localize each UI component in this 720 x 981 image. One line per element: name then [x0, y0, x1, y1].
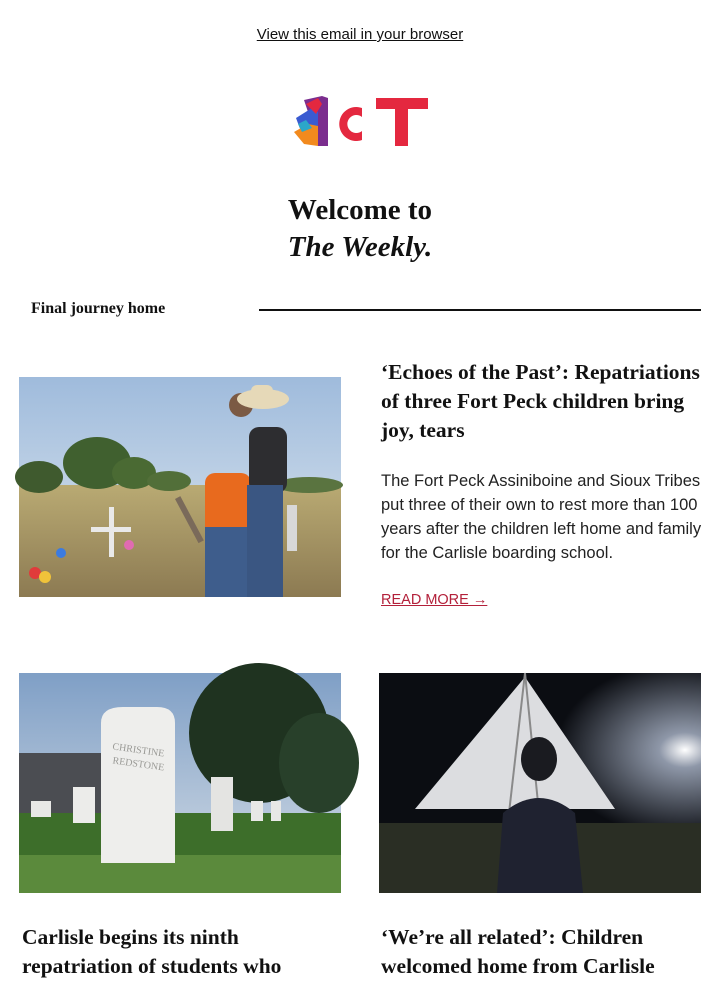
ict-logo-graphic: [292, 94, 432, 150]
headstone-name-text: CHRISTINE: [111, 741, 165, 760]
section-label: Final journey home: [31, 300, 166, 317]
ict-logo[interactable]: [292, 94, 432, 150]
welcome-heading: [0, 192, 720, 266]
welcome-line-2: The Weekly.: [287, 231, 433, 263]
view-in-browser-link[interactable]: View this email in your browser: [256, 26, 464, 43]
headstone-surname-text: REDSTONE: [111, 755, 165, 774]
card-title-1[interactable]: Carlisle begins its ninth repatriation of students who: [22, 925, 282, 978]
card-image-tipi[interactable]: [379, 673, 701, 893]
feature-image[interactable]: [19, 377, 341, 597]
embrace-photo-icon: [19, 377, 341, 597]
card-image-headstones[interactable]: [19, 673, 341, 893]
read-more-link[interactable]: READ MORE →: [381, 592, 488, 608]
headstones-photo-icon: [19, 673, 341, 893]
feature-description: The Fort Peck Assiniboine and Sioux Tribes put three of their own to rest more than 100 years after the children left home and family for the Carlisle boarding school.: [381, 472, 702, 562]
feature-title[interactable]: ‘Echoes of the Past’: Repatriations of three Fort Peck children bring joy, tears: [381, 360, 700, 442]
section-divider: [259, 309, 701, 311]
tipi-night-photo-icon: [379, 673, 701, 893]
card-title-2[interactable]: ‘We’re all related’: Children welcomed home from Carlisle: [381, 925, 655, 978]
welcome-line-1: Welcome to: [287, 194, 433, 226]
